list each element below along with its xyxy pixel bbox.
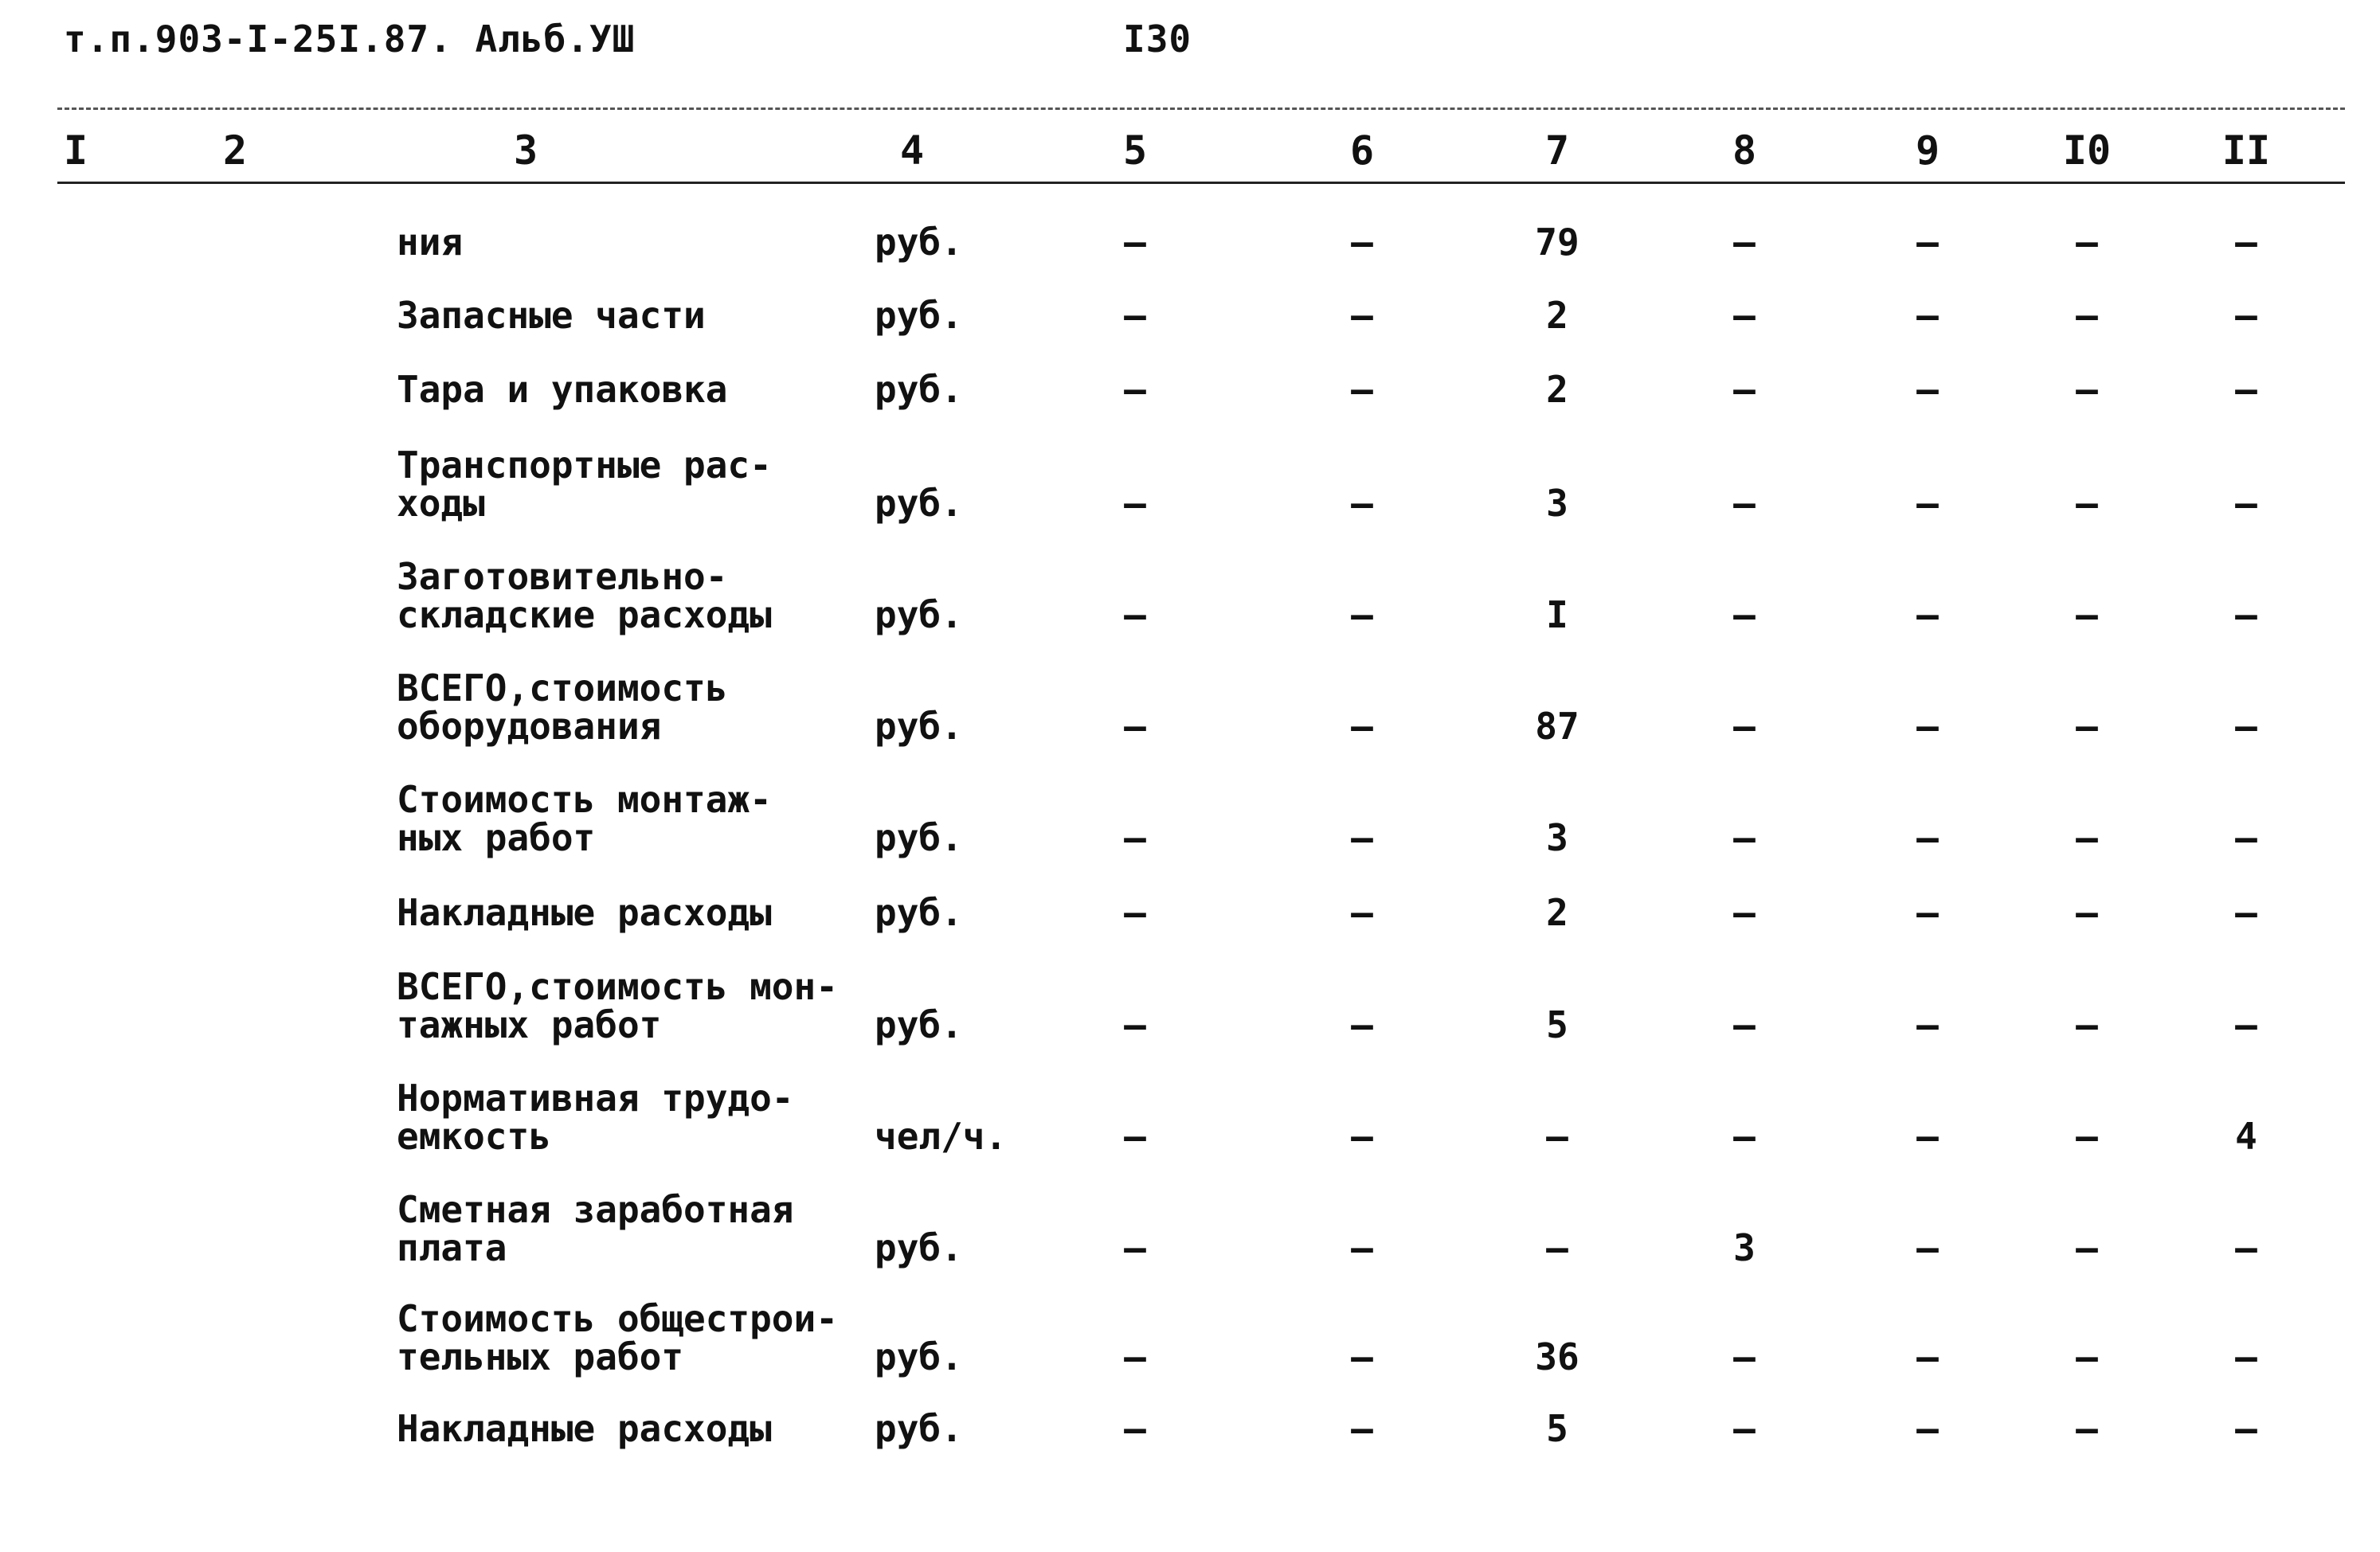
value-col-10: – bbox=[2076, 482, 2098, 525]
value-col-5: – bbox=[1124, 816, 1146, 859]
value-col-5: – bbox=[1124, 1407, 1146, 1450]
value-col-5: – bbox=[1124, 1226, 1146, 1269]
value-col-7: – bbox=[1546, 1115, 1568, 1158]
item-name: ВСЕГО,стоимость оборудования bbox=[397, 667, 728, 748]
item-name: ния bbox=[397, 221, 464, 264]
value-col-10: – bbox=[2076, 1335, 2098, 1378]
value-col-9: – bbox=[1916, 368, 1939, 411]
unit: руб. bbox=[875, 1335, 963, 1378]
value-col-5: – bbox=[1124, 1003, 1146, 1046]
value-col-6: – bbox=[1351, 482, 1373, 525]
value-col-5: – bbox=[1124, 368, 1146, 411]
column-number: 5 bbox=[1122, 127, 1148, 174]
value-col-8: – bbox=[1733, 593, 1756, 636]
unit: руб. bbox=[875, 891, 963, 934]
unit: руб. bbox=[875, 1003, 963, 1046]
item-name: Стоимость монтаж- ных работ bbox=[397, 778, 772, 859]
value-col-10: – bbox=[2076, 1115, 2098, 1158]
value-col-11: – bbox=[2235, 1226, 2257, 1269]
value-col-10: – bbox=[2076, 1407, 2098, 1450]
value-col-5: – bbox=[1124, 891, 1146, 934]
unit: руб. bbox=[875, 593, 963, 636]
value-col-9: – bbox=[1916, 705, 1939, 748]
value-col-5: – bbox=[1124, 1335, 1146, 1378]
value-col-5: – bbox=[1124, 482, 1146, 525]
value-col-5: – bbox=[1124, 294, 1146, 337]
item-name: Накладные расходы bbox=[397, 891, 772, 934]
column-number: 7 bbox=[1544, 127, 1570, 174]
value-col-9: – bbox=[1916, 816, 1939, 859]
column-number: 8 bbox=[1732, 127, 1757, 174]
value-col-9: – bbox=[1916, 1335, 1939, 1378]
value-col-6: – bbox=[1351, 705, 1373, 748]
value-col-9: – bbox=[1916, 593, 1939, 636]
item-name: Заготовительно- складские расходы bbox=[397, 555, 772, 636]
value-col-11: – bbox=[2235, 221, 2257, 264]
value-col-7: 87 bbox=[1535, 705, 1579, 748]
value-col-6: – bbox=[1351, 294, 1373, 337]
unit: руб. bbox=[875, 816, 963, 859]
value-col-5: – bbox=[1124, 593, 1146, 636]
value-col-7: 3 bbox=[1546, 482, 1568, 525]
value-col-7: 5 bbox=[1546, 1003, 1568, 1046]
value-col-10: – bbox=[2076, 221, 2098, 264]
value-col-11: – bbox=[2235, 1407, 2257, 1450]
value-col-11: – bbox=[2235, 593, 2257, 636]
unit: руб. bbox=[875, 294, 963, 337]
value-col-8: – bbox=[1733, 368, 1756, 411]
unit: руб. bbox=[875, 705, 963, 748]
item-name: Тара и упаковка bbox=[397, 368, 728, 411]
value-col-7: I bbox=[1546, 593, 1568, 636]
unit: руб. bbox=[875, 221, 963, 264]
value-col-11: – bbox=[2235, 482, 2257, 525]
value-col-10: – bbox=[2076, 294, 2098, 337]
unit: руб. bbox=[875, 1226, 963, 1269]
value-col-11: – bbox=[2235, 816, 2257, 859]
value-col-7: 2 bbox=[1546, 368, 1568, 411]
value-col-9: – bbox=[1916, 1407, 1939, 1450]
value-col-6: – bbox=[1351, 1115, 1373, 1158]
unit: руб. bbox=[875, 1407, 963, 1450]
value-col-7: 2 bbox=[1546, 891, 1568, 934]
value-col-11: 4 bbox=[2235, 1115, 2257, 1158]
value-col-5: – bbox=[1124, 705, 1146, 748]
value-col-10: – bbox=[2076, 1226, 2098, 1269]
column-number: 6 bbox=[1349, 127, 1375, 174]
unit: руб. bbox=[875, 482, 963, 525]
value-col-8: – bbox=[1733, 482, 1756, 525]
value-col-6: – bbox=[1351, 1003, 1373, 1046]
page-number: I30 bbox=[1123, 18, 1192, 61]
value-col-10: – bbox=[2076, 816, 2098, 859]
value-col-7: 3 bbox=[1546, 816, 1568, 859]
value-col-8: – bbox=[1733, 294, 1756, 337]
value-col-8: – bbox=[1733, 1115, 1756, 1158]
value-col-6: – bbox=[1351, 891, 1373, 934]
value-col-6: – bbox=[1351, 1407, 1373, 1450]
value-col-7: 79 bbox=[1535, 221, 1579, 264]
item-name: Запасные части bbox=[397, 294, 706, 337]
value-col-8: – bbox=[1733, 705, 1756, 748]
value-col-6: – bbox=[1351, 368, 1373, 411]
value-col-9: – bbox=[1916, 1115, 1939, 1158]
value-col-6: – bbox=[1351, 593, 1373, 636]
value-col-8: – bbox=[1733, 221, 1756, 264]
value-col-8: – bbox=[1733, 1003, 1756, 1046]
value-col-11: – bbox=[2235, 368, 2257, 411]
value-col-10: – bbox=[2076, 705, 2098, 748]
value-col-9: – bbox=[1916, 1003, 1939, 1046]
value-col-8: – bbox=[1733, 1335, 1756, 1378]
value-col-10: – bbox=[2076, 368, 2098, 411]
item-name: Накладные расходы bbox=[397, 1407, 772, 1450]
column-number: II bbox=[2221, 127, 2271, 174]
value-col-11: – bbox=[2235, 705, 2257, 748]
value-col-11: – bbox=[2235, 294, 2257, 337]
document-reference: т.п.903-I-25I.87. Альб.УШ bbox=[64, 18, 636, 61]
value-col-8: – bbox=[1733, 1407, 1756, 1450]
column-number: 3 bbox=[513, 127, 538, 174]
value-col-11: – bbox=[2235, 891, 2257, 934]
value-col-9: – bbox=[1916, 221, 1939, 264]
column-number: I bbox=[63, 127, 88, 174]
item-name: Стоимость общестрои- тельных работ bbox=[397, 1297, 838, 1378]
value-col-7: 2 bbox=[1546, 294, 1568, 337]
column-number: 4 bbox=[899, 127, 925, 174]
item-name: Транспортные рас- ходы bbox=[397, 444, 772, 525]
value-col-9: – bbox=[1916, 294, 1939, 337]
value-col-10: – bbox=[2076, 593, 2098, 636]
value-col-7: 36 bbox=[1535, 1335, 1579, 1378]
unit: руб. bbox=[875, 368, 963, 411]
value-col-7: – bbox=[1546, 1226, 1568, 1269]
value-col-11: – bbox=[2235, 1003, 2257, 1046]
value-col-7: 5 bbox=[1546, 1407, 1568, 1450]
value-col-11: – bbox=[2235, 1335, 2257, 1378]
item-name: Сметная заработная плата bbox=[397, 1188, 794, 1269]
header-top-rule bbox=[57, 108, 2345, 110]
column-number: 9 bbox=[1915, 127, 1940, 174]
value-col-8: – bbox=[1733, 816, 1756, 859]
value-col-5: – bbox=[1124, 1115, 1146, 1158]
item-name: ВСЕГО,стоимость мон- тажных работ bbox=[397, 965, 838, 1046]
value-col-10: – bbox=[2076, 1003, 2098, 1046]
value-col-5: – bbox=[1124, 221, 1146, 264]
value-col-8: 3 bbox=[1733, 1226, 1756, 1269]
value-col-9: – bbox=[1916, 1226, 1939, 1269]
column-number: I0 bbox=[2062, 127, 2112, 174]
value-col-6: – bbox=[1351, 1335, 1373, 1378]
header-bottom-rule bbox=[57, 182, 2345, 184]
value-col-9: – bbox=[1916, 482, 1939, 525]
value-col-6: – bbox=[1351, 221, 1373, 264]
column-number: 2 bbox=[222, 127, 248, 174]
value-col-8: – bbox=[1733, 891, 1756, 934]
value-col-9: – bbox=[1916, 891, 1939, 934]
value-col-6: – bbox=[1351, 1226, 1373, 1269]
value-col-10: – bbox=[2076, 891, 2098, 934]
item-name: Нормативная трудо- емкость bbox=[397, 1077, 794, 1158]
value-col-6: – bbox=[1351, 816, 1373, 859]
unit: чел/ч. bbox=[875, 1115, 1008, 1158]
